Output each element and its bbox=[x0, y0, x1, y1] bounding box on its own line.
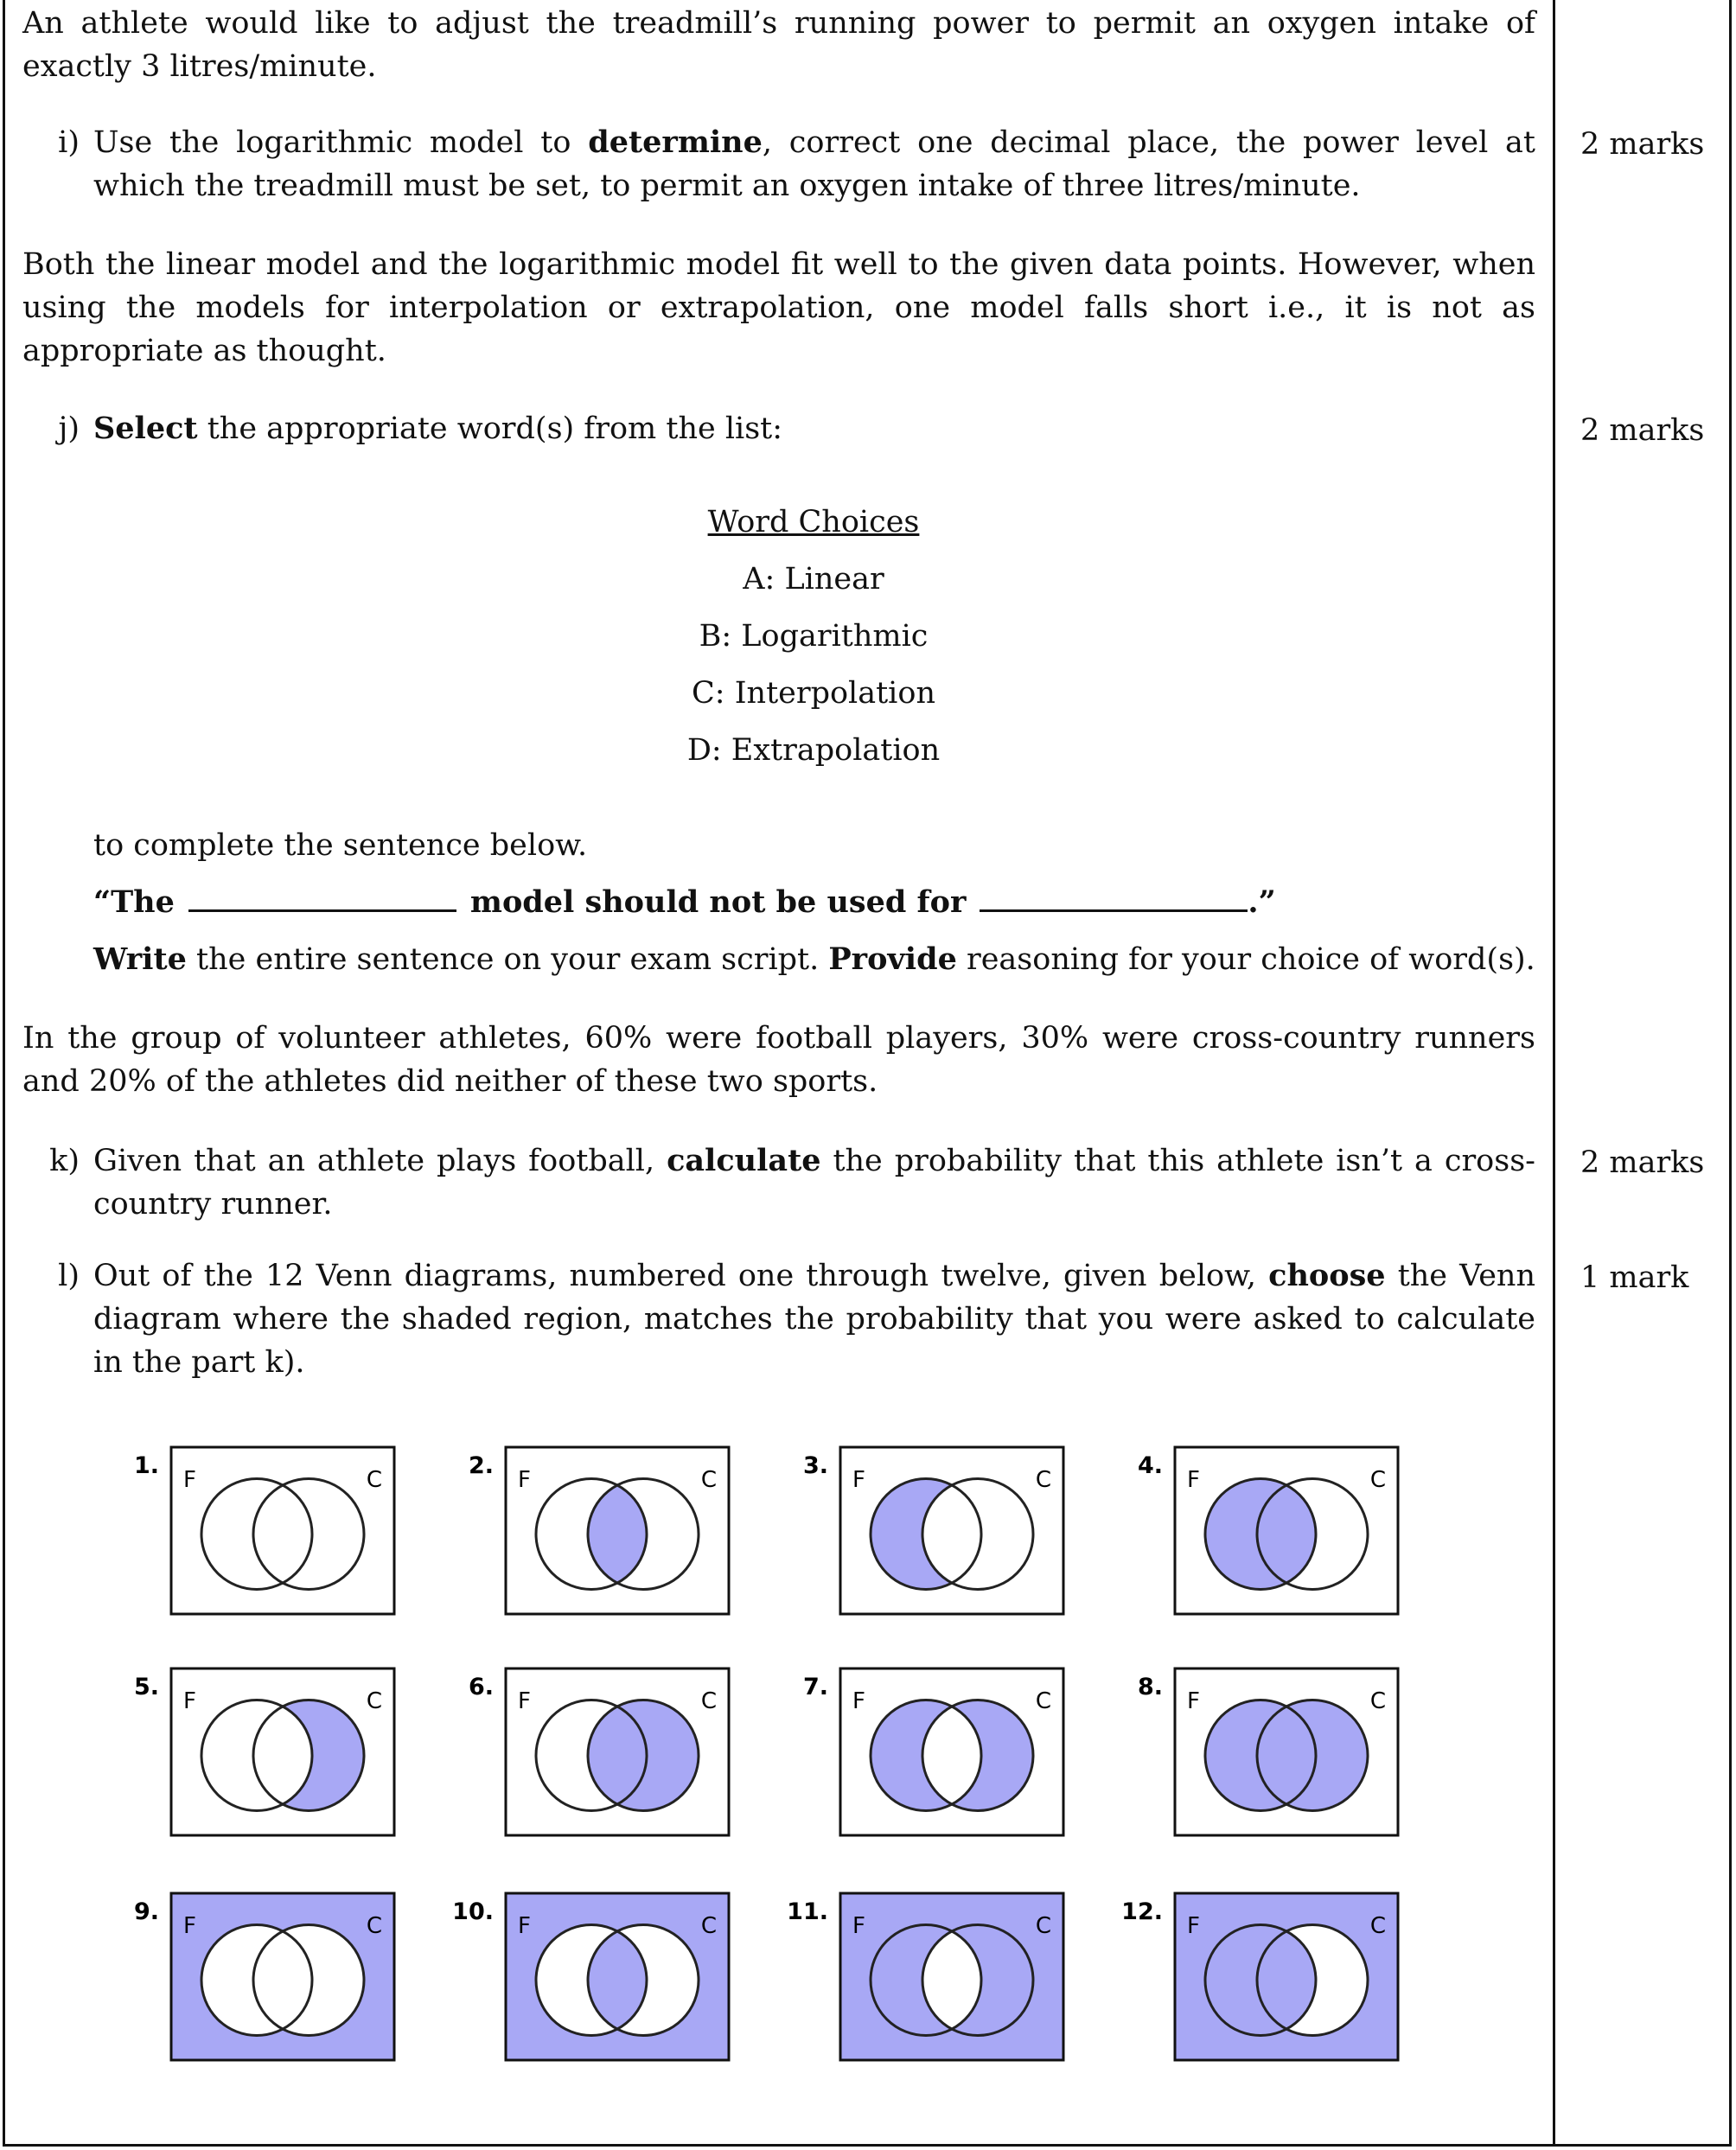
intro-paragraph: An athlete would like to adjust the treadmill’s running power to permit an oxygen intake of exactly 3 litres/minute. bbox=[22, 6, 1535, 84]
venn-number: 5. bbox=[133, 1674, 159, 1700]
venn-number: 8. bbox=[1137, 1674, 1163, 1700]
venn-diagram-3 bbox=[803, 1447, 1063, 1614]
set-f-label: F bbox=[1187, 1913, 1200, 1939]
venn-diagram-6 bbox=[469, 1668, 729, 1835]
word-choices-heading: Word Choices bbox=[707, 505, 920, 539]
venn-number: 6. bbox=[468, 1674, 494, 1700]
set-c-label: C bbox=[366, 1688, 382, 1714]
part-j-label: j) bbox=[58, 411, 80, 446]
part-l-label: l) bbox=[58, 1259, 80, 1293]
group-paragraph: In the group of volunteer athletes, 60% were football players, 30% were cross-country runners and 20% of the athletes did neither of these two sports. bbox=[22, 1021, 1535, 1099]
set-f-label: F bbox=[852, 1913, 865, 1939]
set-c-label: C bbox=[1369, 1467, 1386, 1493]
set-c-label: C bbox=[700, 1913, 717, 1939]
set-f-label: F bbox=[1187, 1467, 1200, 1493]
set-f-label: F bbox=[183, 1467, 196, 1493]
part-i-marks: 2 marks bbox=[1580, 127, 1705, 162]
venn-number: 2. bbox=[468, 1452, 494, 1479]
word-choice-d: D: Extrapolation bbox=[686, 733, 941, 768]
set-c-label: C bbox=[700, 1688, 717, 1714]
set-f-label: F bbox=[1187, 1688, 1200, 1714]
set-f-label: F bbox=[518, 1688, 531, 1714]
set-c-label: C bbox=[700, 1467, 717, 1493]
part-k-label: k) bbox=[49, 1144, 80, 1178]
part-i-text: Use the logarithmic model to determine, correct one decimal place, the power level at which the treadmill must be set, to permit an oxygen intake of three litres/minute. bbox=[93, 124, 1535, 203]
write-instruction: Write the entire sentence on your exam script. Provide reasoning for your choice of word(s). bbox=[93, 941, 1535, 977]
venn-number: 3. bbox=[802, 1452, 828, 1479]
word-choice-a: A: Linear bbox=[743, 562, 884, 597]
set-f-label: F bbox=[183, 1913, 196, 1939]
part-j-marks: 2 marks bbox=[1580, 413, 1705, 448]
venn-diagram-12 bbox=[1121, 1893, 1398, 2060]
venn-number: 11. bbox=[787, 1898, 828, 1925]
venn-diagram-10 bbox=[452, 1893, 729, 2060]
word-choice-c: C: Interpolation bbox=[692, 676, 935, 711]
venn-number: 4. bbox=[1137, 1452, 1163, 1479]
set-c-label: C bbox=[1369, 1913, 1386, 1939]
venn-number: 9. bbox=[133, 1898, 159, 1925]
set-f-label: F bbox=[852, 1467, 865, 1493]
venn-diagram-8 bbox=[1138, 1668, 1398, 1835]
set-f-label: F bbox=[518, 1467, 531, 1493]
part-l-text: Out of the 12 Venn diagrams, numbered one through twelve, given below, choose the Venn diagram where the shaded region, matches the probability that you were asked to calculate in the part k). bbox=[93, 1258, 1535, 1380]
venn-number: 1. bbox=[133, 1452, 159, 1479]
fill-sentence: “The model should not be used for .” bbox=[93, 884, 1276, 920]
venn-diagram-7 bbox=[803, 1668, 1063, 1835]
venn-number: 7. bbox=[802, 1674, 828, 1700]
word-choice-b: B: Logarithmic bbox=[699, 619, 929, 654]
venn-diagram-11 bbox=[787, 1893, 1063, 2060]
venn-number: 10. bbox=[452, 1898, 494, 1925]
set-c-label: C bbox=[1369, 1688, 1386, 1714]
venn-diagram-1 bbox=[134, 1447, 394, 1614]
set-c-label: C bbox=[366, 1913, 382, 1939]
set-f-label: F bbox=[852, 1688, 865, 1714]
venn-diagram-5 bbox=[134, 1668, 394, 1835]
models-paragraph: Both the linear model and the logarithmic model fit well to the given data points. However, when using the models for interpolation or extrapolation, one model falls short i.e., it is not as appropriate as thought. bbox=[22, 247, 1535, 368]
complete-instruction: to complete the sentence below. bbox=[93, 828, 588, 863]
venn-diagram-4 bbox=[1138, 1447, 1398, 1614]
venn-number: 12. bbox=[1121, 1898, 1163, 1925]
venn-diagram-9 bbox=[134, 1893, 394, 2060]
set-c-label: C bbox=[1035, 1467, 1051, 1493]
set-f-label: F bbox=[518, 1913, 531, 1939]
set-c-label: C bbox=[1035, 1913, 1051, 1939]
set-f-label: F bbox=[183, 1688, 196, 1714]
part-l-marks: 1 mark bbox=[1580, 1260, 1689, 1295]
part-k-text: Given that an athlete plays football, calculate the probability that this athlete isn’t a cross-country runner. bbox=[93, 1143, 1535, 1222]
part-k-marks: 2 marks bbox=[1580, 1145, 1705, 1180]
set-c-label: C bbox=[1035, 1688, 1051, 1714]
part-j-text: Select the appropriate word(s) from the list: bbox=[93, 411, 783, 446]
venn-diagram-2 bbox=[469, 1447, 729, 1614]
set-c-label: C bbox=[366, 1467, 382, 1493]
part-i-label: i) bbox=[58, 125, 80, 160]
